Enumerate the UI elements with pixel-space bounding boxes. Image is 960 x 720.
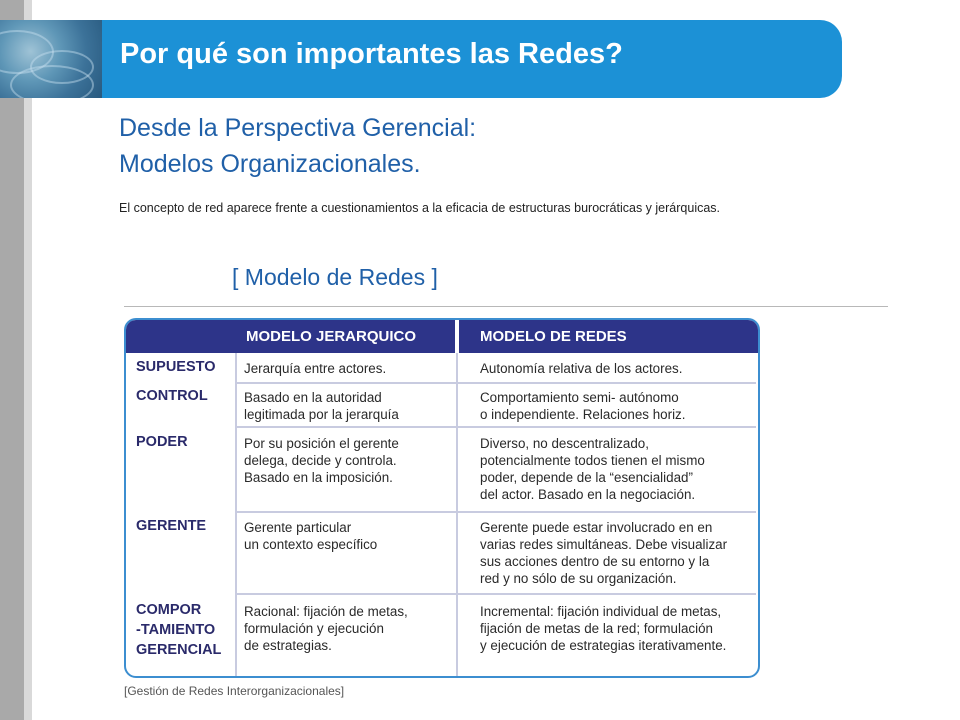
subtitle-line-1: Desde la Perspectiva Gerencial: — [119, 114, 477, 142]
cell-jerarquico-control: Basado en la autoridad legitimada por la jerarquía — [244, 390, 399, 422]
subtitle-line-2: Modelos Organizacionales. — [119, 150, 421, 178]
left-decor-bar-light — [24, 0, 32, 720]
cell-redes-comportamiento: Incremental: fijación individual de metas, fijación de metas de la red; formulación y ejecución de estrategias iterativamente. — [480, 604, 727, 653]
row-label-control: CONTROL — [136, 388, 208, 404]
column-separator — [235, 353, 237, 676]
row-separator — [237, 382, 756, 384]
table-header — [126, 320, 758, 353]
slide-footer: [Gestión de Redes Interorganizacionales] — [124, 684, 345, 698]
header-modelo-de-redes: MODELO DE REDES — [480, 328, 627, 345]
cell-redes-supuesto: Autonomía relativa de los actores. — [480, 361, 683, 376]
column-separator — [456, 353, 458, 676]
cell-redes-poder: Diverso, no descentralizado, potencialmente todos tienen el mismo poder, depende de la “esencialidad” del actor. Basado en la negociación. — [480, 436, 705, 502]
cell-jerarquico-gerente: Gerente particular un contexto específico — [244, 520, 378, 552]
row-label-gerente: GERENTE — [136, 518, 207, 534]
row-separator — [237, 593, 756, 595]
row-separator — [237, 511, 756, 513]
model-title: [ Modelo de Redes ] — [232, 264, 438, 290]
cell-jerarquico-poder: Por su posición el gerente delega, decide y controla. Basado en la imposición. — [244, 436, 399, 485]
header-modelo-jerarquico: MODELO JERARQUICO — [246, 328, 417, 345]
divider-line — [124, 306, 888, 307]
row-label-comportamiento: COMPOR -TAMIENTO GERENCIAL — [136, 602, 222, 658]
header-divider — [455, 320, 459, 353]
concept-text: El concepto de red aparece frente a cuestionamientos a la eficacia de estructuras burocráticas y jerárquicas. — [119, 201, 721, 215]
left-decor-bar — [0, 0, 24, 720]
row-label-supuesto: SUPUESTO — [136, 359, 216, 375]
cell-redes-control: Comportamiento semi- autónomo o independiente. Relaciones horiz. — [480, 390, 686, 422]
comparison-table — [124, 318, 760, 678]
slide-title: Por qué son importantes las Redes? — [120, 38, 623, 70]
row-label-poder: PODER — [136, 434, 188, 450]
cell-jerarquico-comportamiento: Racional: fijación de metas, formulación y ejecución de estrategias. — [244, 604, 408, 653]
header-photo — [0, 20, 102, 98]
row-separator — [237, 426, 756, 428]
cell-jerarquico-supuesto: Jerarquía entre actores. — [244, 361, 387, 376]
cell-redes-gerente: Gerente puede estar involucrado en en varias redes simultáneas. Debe visualizar sus acciones dentro de su entorno y la red y no sólo de su organización. — [480, 520, 728, 586]
